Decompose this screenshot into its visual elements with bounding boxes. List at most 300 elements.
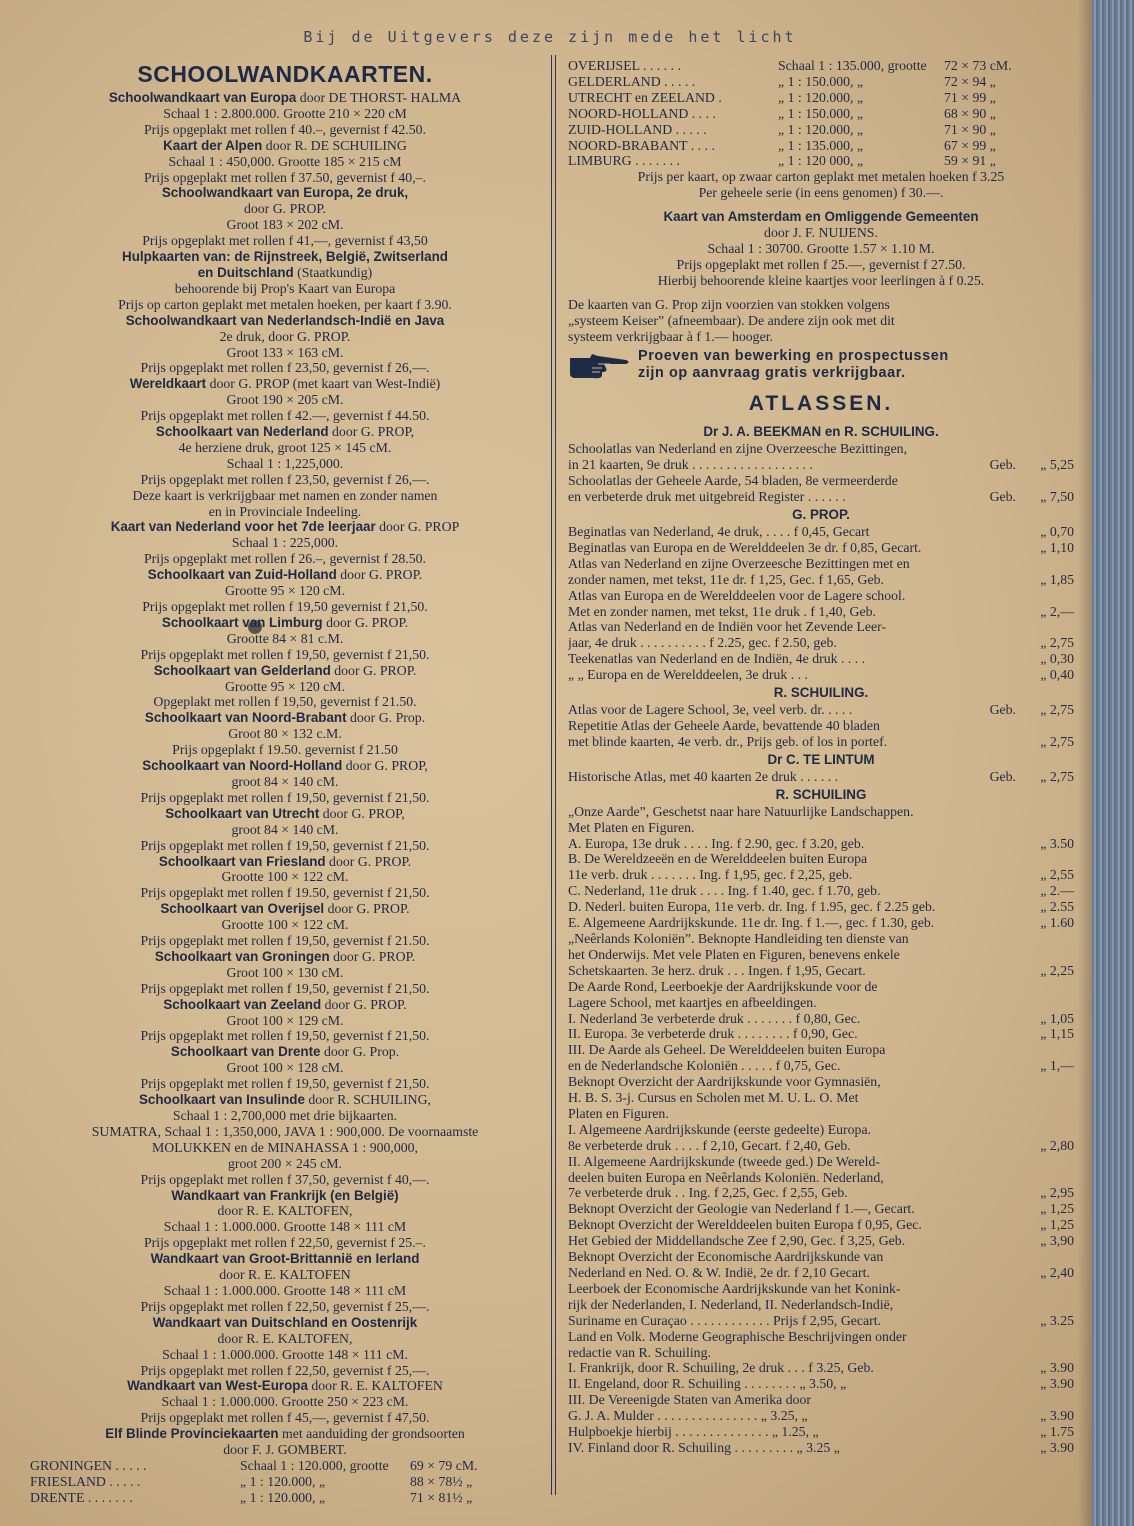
catalogue-line [30, 981, 540, 997]
catalogue-line [30, 1331, 540, 1347]
province-row [568, 106, 1074, 122]
catalogue-line [30, 1283, 540, 1299]
catalogue-line-detail: (Staatkundig) [293, 264, 373, 280]
catalogue-line [30, 1092, 540, 1108]
catalogue-line-title: Schoolkaart van Zeeland [163, 996, 322, 1012]
catalogue-line [30, 376, 540, 392]
catalogue-line-detail: door G. PROP. [336, 567, 423, 583]
atlas-row-binding: Geb. [989, 457, 1016, 473]
atlas-row [568, 947, 1074, 963]
atlas-row-text: deelen buiten Europa en Neêrlands Koloniën. Nederland, [568, 1169, 884, 1185]
catalogue-line [30, 519, 540, 535]
atlas-row-text: IV. Finland door R. Schuiling . . . . . . . . . „ 3.25 „ [568, 1439, 840, 1455]
atlas-row-price: „ 3.50 [1040, 835, 1074, 851]
atlas-row [568, 441, 1074, 457]
atlas-row-text: in 21 kaarten, 9e druk . . . . . . . . . . . . . . . . . . [568, 457, 813, 473]
atlas-row-text: Met en zonder namen, met tekst, 11e druk . f 1,40, Geb. [568, 603, 876, 619]
catalogue-line [30, 281, 540, 297]
catalogue-line-title: Schoolkaart van Drente [170, 1044, 321, 1060]
province-size: 88 × 78½ „ [410, 1473, 473, 1489]
catalogue-line-title: Wandkaart van Frankrijk (en België) [171, 1187, 399, 1203]
catalogue-line [30, 122, 540, 138]
catalogue-line [30, 631, 540, 647]
catalogue-line [30, 106, 540, 122]
catalogue-line [30, 1172, 540, 1188]
catalogue-line [30, 504, 540, 520]
catalogue-line [30, 1188, 540, 1204]
atlas-row-text: H. B. S. 3-j. Cursus en Scholen met M. U. L. O. Met [568, 1090, 859, 1106]
atlas-row-text: I. Algemeene Aardrijkskunde (eerste gedeelte) Europa. [568, 1121, 872, 1137]
atlas-row [568, 851, 1074, 867]
catalogue-line-detail: door G. Prop. [320, 1044, 400, 1060]
atlas-section-beekman [568, 422, 1074, 505]
catalogue-line-detail: door G. PROP, [328, 424, 415, 440]
catalogue-line-title: Schoolkaart van Zuid-Holland [147, 567, 337, 583]
catalogue-line [30, 758, 540, 774]
atlas-row [568, 1074, 1074, 1090]
catalogue-line [30, 1394, 540, 1410]
catalogue-line [30, 1299, 540, 1315]
pointing-hand-icon [568, 350, 632, 380]
catalogue-line-title: en Duitschland [197, 264, 294, 280]
atlas-row-text: D. Nederl. buiten Europa, 11e verb. dr. Ing. f 1.95, gec. f 2.25 geb. [568, 899, 936, 915]
stokken-line: systeem verkrijgbaar à f 1.— hooger. [568, 328, 773, 344]
catalogue-line-text: 2e druk, door G. PROP. [219, 328, 351, 344]
amsterdam-line [568, 225, 1074, 241]
catalogue-line [30, 806, 540, 822]
amsterdam-title: Kaart van Amsterdam en Omliggende Gemeenten [663, 209, 979, 225]
catalogue-line [30, 599, 540, 615]
catalogue-line-text: Prijs opgeplakt met rollen f 23,50, gevernist f 26,—. [140, 360, 430, 376]
atlas-row-price: „ 2,75 [1040, 768, 1074, 784]
catalogue-line-title: Schoolkaart van Utrecht [165, 805, 320, 821]
catalogue-line-title: Schoolkaart van Groningen [154, 948, 330, 964]
catalogue-line-text: Schaal 1 : 225,000. [231, 535, 339, 551]
province-name: FRIESLAND . . . . . [30, 1473, 141, 1489]
province-row [568, 58, 1074, 74]
catalogue-line [30, 854, 540, 870]
catalogue-line-text: Opgeplakt met rollen f 19,50, gevernist f 21.50. [153, 694, 417, 710]
atlas-row-price: „ 2,75 [1040, 635, 1074, 651]
catalogue-line [30, 1442, 540, 1458]
atlas-row-binding: Geb. [989, 702, 1016, 718]
catalogue-line [30, 138, 540, 154]
atlas-row [568, 540, 1074, 556]
catalogue-line [30, 790, 540, 806]
catalogue-line [30, 1076, 540, 1092]
catalogue-line [30, 1044, 540, 1060]
page-header: Bij de Uitgevers deze zijn mede het licht [303, 28, 797, 46]
catalogue-line-detail: door G. PROP. [325, 853, 412, 869]
province-row [568, 138, 1074, 154]
catalogue-line-text: Deze kaart is verkrijgbaar met namen en zonder namen [132, 487, 438, 503]
catalogue-line-text: Grootte 95 × 120 cM. [224, 678, 346, 694]
catalogue-line-text: door R. E. KALTOFEN, [217, 1330, 353, 1346]
catalogue-line [30, 265, 540, 281]
atlas-row-text: Hulpboekje hierbij . . . . . . . . . . . . . . „ 1.25, „ [568, 1424, 819, 1440]
catalogue-line-text: Groot 80 × 132 c.M. [228, 726, 342, 742]
atlas-row [568, 915, 1074, 931]
atlas-row [568, 1440, 1074, 1456]
atlas-row [568, 804, 1074, 820]
atlas-row-price: „ 0,30 [1040, 651, 1074, 667]
province-row [568, 153, 1074, 169]
catalogue-line-text: Prijs opgeplakt met rollen f 19,50, gevernist f 21,50. [140, 1076, 430, 1092]
atlas-row-text: Beginatlas van Nederland, 4e druk, . . . . f 0,45, Gecart [568, 524, 870, 540]
catalogue-line [30, 345, 540, 361]
atlas-row-text: III. De Aarde als Geheel. De Werelddeelen buiten Europa [568, 1042, 886, 1058]
atlas-row [568, 1058, 1074, 1074]
catalogue-line [30, 726, 540, 742]
atlas-row [568, 1297, 1074, 1313]
catalogue-line-title: Schoolwandkaart van Europa [108, 90, 297, 105]
atlas-row-text: II. Engeland, door R. Schuiling . . . . . . . . „ 3.50, „ [568, 1376, 847, 1392]
catalogue-line-text: Groot 133 × 163 cM. [226, 344, 344, 360]
atlas-row-text: en de Nederlandsche Koloniën . . . . . f 0,75, Gec. [568, 1058, 841, 1074]
amsterdam-text: Hierbij behoorende kleine kaartjes voor leerlingen à f 0.25. [657, 272, 985, 288]
catalogue-line [30, 1219, 540, 1235]
catalogue-line [30, 710, 540, 726]
atlas-row-price: „ 3.90 [1040, 1376, 1074, 1392]
atlas-row-text: Beknopt Overzicht der Economische Aardrijkskunde van [568, 1249, 884, 1265]
catalogue-line-title: Wereldkaart [129, 376, 207, 392]
catalogue-line-text: Prijs opgeplakt met rollen f 19,50, gevernist f 21,50. [140, 1028, 430, 1044]
catalogue-line [30, 869, 540, 885]
catalogue-line-title: Kaart der Alpen [163, 137, 263, 153]
atlas-row [568, 1265, 1074, 1281]
stokken-note [568, 297, 1074, 345]
catalogue-line [30, 1156, 540, 1172]
atlas-row-text: I. Frankrijk, door R. Schuiling, 2e druk . . . f 3.25, Geb. [568, 1360, 874, 1376]
catalogue-line-text: Grootte 95 × 120 cM. [224, 583, 346, 599]
atlas-row [568, 1376, 1074, 1392]
atlas-row-price: „ 1.75 [1040, 1424, 1074, 1440]
catalogue-line-title: Schoolkaart van Nederland [155, 424, 329, 440]
catalogue-line-title: Kaart van Nederland voor het 7de leerjaar [110, 519, 376, 535]
catalogue-line-text: en in Provinciale Indeeling. [208, 503, 362, 519]
atlas-row [568, 457, 1074, 473]
catalogue-line-detail: door G. PROP. [329, 948, 416, 964]
catalogue-line-text: Groot 190 × 205 cM. [226, 392, 344, 408]
catalogue-line [30, 679, 540, 695]
atlas-row-text: zonder namen, met tekst, 11e dr. f 1,25, Gec. f 1,65, Geb. [568, 571, 884, 587]
atlas-row-price: „ 1,05 [1040, 1010, 1074, 1026]
atlas-row [568, 979, 1074, 995]
atlas-row [568, 820, 1074, 836]
catalogue-line [30, 424, 540, 440]
province-size: 71 × 90 „ [944, 121, 996, 137]
atlas-row [568, 1233, 1074, 1249]
catalogue-line [30, 997, 540, 1013]
atlas-row-price: „ 1,— [1040, 1058, 1074, 1074]
catalogue-line-text: door R. E. KALTOFEN, [217, 1203, 353, 1219]
catalogue-line-text: SUMATRA, Schaal 1 : 1,350,000, JAVA 1 : 900,000. De voornaamste [91, 1123, 479, 1139]
province-row [568, 122, 1074, 138]
catalogue-line-title: Schoolkaart van Overijsel [160, 901, 325, 917]
notice-line-1: Proeven van bewerking en prospectussen [638, 348, 949, 365]
atlas-row [568, 1090, 1074, 1106]
catalogue-line [30, 90, 540, 106]
atlas-row-text: Beknopt Overzicht der Werelddeelen buiten Europa f 0,95, Gec. [568, 1217, 922, 1233]
catalogue-line [30, 551, 540, 567]
catalogue-line [30, 217, 540, 233]
catalogue-line [30, 329, 540, 345]
catalogue-line [30, 185, 540, 201]
catalogue-line [30, 822, 540, 838]
atlas-row-text: Atlas van Nederland en zijne Overzeesche Bezittingen met en [568, 555, 910, 571]
atlas-row [568, 604, 1074, 620]
atlas-row [568, 635, 1074, 651]
atlas-row-price: „ 0,70 [1040, 524, 1074, 540]
catalogue-line-text: Prijs opgeplakt met rollen f 26.–, gevernist f 28.50. [143, 551, 427, 567]
province-size: 68 × 90 „ [944, 105, 996, 121]
atlas-row [568, 1138, 1074, 1154]
province-size: 59 × 91 „ [944, 153, 996, 169]
atlas-row-price: „ 2,80 [1040, 1137, 1074, 1153]
atlas-row-price: „ 2,75 [1040, 733, 1074, 749]
catalogue-line-text: Schaal 1 : 450,000. Grootte 185 × 215 cM [168, 153, 402, 169]
atlas-row [568, 667, 1074, 683]
catalogue-line [30, 901, 540, 917]
atlas-row-text: Leerboek der Economische Aardrijkskunde van het Konink- [568, 1280, 901, 1296]
atlas-row-price: „ 3,90 [1040, 1233, 1074, 1249]
province-name: NOORD-BRABANT . . . . [568, 137, 715, 153]
atlas-row-text: Lagere School, met kaartjes en afbeeldingen. [568, 994, 817, 1010]
atlas-row-price: „ 3.25 [1040, 1312, 1074, 1328]
catalogue-line-text: Grootte 84 × 81 c.M. [226, 630, 344, 646]
catalogue-line [30, 1410, 540, 1426]
catalogue-line-title: Hulpkaarten van: de Rijnstreek, België, Zwitserland [122, 249, 448, 265]
catalogue-line-text: Groot 183 × 202 cM. [226, 217, 344, 233]
atlas-row [568, 556, 1074, 572]
catalogue-line-text: Schaal 1 : 1,225,000. [226, 455, 344, 471]
atlas-row-text: Atlas van Nederland en de Indiën voor het Zevende Leer- [568, 619, 887, 635]
atlas-section-te-lintum [568, 750, 1074, 785]
atlas-row-price: „ 3.90 [1040, 1439, 1074, 1455]
atlas-row [568, 899, 1074, 915]
province-size: 71 × 81½ „ [410, 1489, 473, 1505]
atlas-row [568, 1026, 1074, 1042]
atlas-row-text: Beknopt Overzicht der Geologie van Nederland f 1.—, Gecart. [568, 1201, 915, 1217]
atlas-row [568, 524, 1074, 540]
atlas-row [568, 1408, 1074, 1424]
province-scale: „ 1 : 120 000, „ [778, 153, 864, 169]
province-row [30, 1474, 540, 1490]
catalogue-line-text: groot 84 × 140 cM. [231, 773, 339, 789]
catalogue-line [30, 949, 540, 965]
atlas-row-text: 11e verb. druk . . . . . . . Ing. f 1,95, gec. f 2,25, geb. [568, 867, 853, 883]
province-size: 69 × 79 cM. [410, 1457, 478, 1473]
left-column [30, 58, 540, 1506]
province-size: 72 × 94 „ [944, 73, 996, 89]
catalogue-line-detail: door G. PROP. [322, 614, 409, 630]
province-price-line: Prijs per kaart, op zwaar carton geplakt met metalen hoeken f 3.25 [637, 169, 1005, 185]
catalogue-line [30, 1140, 540, 1156]
atlas-row [568, 963, 1074, 979]
province-scale: Schaal 1 : 120.000, grootte [240, 1457, 389, 1473]
atlas-row [568, 1249, 1074, 1265]
catalogue-line [30, 1378, 540, 1394]
atlas-row-price: „ 3.90 [1040, 1360, 1074, 1376]
atlas-row-price: „ 1,25 [1040, 1201, 1074, 1217]
catalogue-line-text: Groot 100 × 130 cM. [226, 964, 344, 980]
atlas-row-price: „ 3.90 [1040, 1408, 1074, 1424]
catalogue-line [30, 917, 540, 933]
catalogue-line [30, 1028, 540, 1044]
amsterdam-text: Prijs opgeplakt met rollen f 25.—, gevernist f 27.50. [676, 256, 966, 272]
catalogue-line-title: Schoolwandkaart van Europa, 2e druk, [161, 185, 409, 201]
amsterdam-entries [568, 209, 1074, 289]
atlas-row [568, 1201, 1074, 1217]
catalogue-line [30, 392, 540, 408]
catalogue-line-detail: door G. PROP [375, 519, 460, 535]
atlas-row-text: Schetskaarten. 3e herz. druk . . . Ingen. f 1,95, Gecart. [568, 962, 866, 978]
column-divider [551, 55, 556, 1495]
catalogue-line [30, 201, 540, 217]
catalogue-line [30, 1347, 540, 1363]
catalogue-line [30, 838, 540, 854]
catalogue-line-text: door R. E. KALTOFEN [219, 1267, 351, 1283]
catalogue-line-text: MOLUKKEN en de MINAHASSA 1 : 900,000, [152, 1139, 418, 1155]
amsterdam-text: door J. F. NUIJENS. [764, 225, 878, 241]
catalogue-line-text: Grootte 100 × 122 cM. [221, 869, 349, 885]
catalogue-line-title: Schoolkaart van Friesland [158, 853, 326, 869]
catalogue-line-text: Prijs opgeplakt met rollen f 22,50, gevernist f 25,—. [140, 1362, 430, 1378]
catalogue-line [30, 1426, 540, 1442]
atlas-row [568, 702, 1074, 718]
catalogue-line-title: Schoolwandkaart van Nederlandsch-Indië en Java [125, 312, 445, 328]
atlas-row-text: Atlas van Europa en de Werelddeelen voor de Lagere school. [568, 587, 906, 603]
atlas-row-text: III. De Vereenigde Staten van Amerika door [568, 1392, 812, 1408]
catalogue-line-title: Elf Blinde Provinciekaarten [105, 1426, 279, 1442]
atlas-row-text: Suriname en Curaçao . . . . . . . . . . . . Prijs f 2,95, Gecart. [568, 1312, 882, 1328]
amsterdam-line [568, 241, 1074, 257]
catalogue-line-text: Grootte 100 × 122 cM. [221, 917, 349, 933]
catalogue-line-text: Schaal 1 : 1.000.000. Grootte 148 × 111 cM [163, 1219, 407, 1235]
atlas-row [568, 867, 1074, 883]
catalogue-line-text: groot 84 × 140 cM. [231, 821, 339, 837]
catalogue-line [30, 440, 540, 456]
catalogue-line [30, 456, 540, 472]
notice-line-2: zijn op aanvraag gratis verkrijgbaar. [638, 365, 906, 382]
province-scale: Schaal 1 : 135.000, grootte [778, 58, 927, 73]
atlas-row-text: met blinde kaarten, 4e verb. dr., Prijs geb. of los in portef. [568, 733, 888, 749]
atlas-row [568, 836, 1074, 852]
catalogue-line [30, 583, 540, 599]
province-name: UTRECHT en ZEELAND . [568, 89, 722, 105]
atlas-row-price: „ 5,25 [1040, 457, 1074, 473]
catalogue-line [30, 233, 540, 249]
atlas-section-title: R. SCHUILING [775, 786, 867, 802]
atlas-row-price: „ 7,50 [1040, 489, 1074, 505]
catalogue-line-detail: door R. DE SCHUILING [262, 137, 407, 153]
atlas-section-title: G. PROP. [792, 507, 850, 523]
atlas-row-text: C. Nederland, 11e druk . . . . Ing. f 1.40, gec. f 1.70, geb. [568, 883, 881, 899]
amsterdam-line [568, 257, 1074, 273]
atlas-row-price: „ 1,10 [1040, 539, 1074, 555]
catalogue-line-detail: door DE THORST- HALMA [296, 90, 462, 105]
atlas-row [568, 995, 1074, 1011]
catalogue-line [30, 774, 540, 790]
province-row [568, 74, 1074, 90]
catalogue-line [30, 408, 540, 424]
section-title-atlassen: ATLASSEN. [748, 392, 894, 416]
atlas-row [568, 1329, 1074, 1345]
atlas-row [568, 1345, 1074, 1361]
catalogue-line-detail: door G. PROP (met kaart van West-Indië) [206, 376, 441, 392]
atlas-row-text: en verbeterde druk met uitgebreid Register . . . . . . [568, 489, 846, 505]
province-name: NOORD-HOLLAND . . . . [568, 105, 716, 121]
atlas-row [568, 1154, 1074, 1170]
catalogue-line-text: Prijs opgeplakt met rollen f 19,50, gevernist f 21.50. [140, 933, 430, 949]
catalogue-line-title: Schoolkaart van Noord-Brabant [144, 710, 347, 726]
catalogue-line [30, 933, 540, 949]
catalogue-line-text: Prijs opgeplakt met rollen f 40.–, gevernist f 42.50. [143, 121, 427, 137]
catalogue-line-text: Prijs opgeplakt met rollen f 22,50, gevernist f 25,—. [140, 1298, 430, 1314]
catalogue-line-text: Prijs opgeplakt met rollen f 19,50, gevernist f 21,50. [140, 837, 430, 853]
catalogue-line [30, 1108, 540, 1124]
atlas-section-schuiling [568, 683, 1074, 750]
catalogue-line [30, 488, 540, 504]
catalogue-line-detail: door G. PROP. [330, 662, 417, 678]
atlas-row-text: Repetitie Atlas der Geheele Aarde, bevattende 40 bladen [568, 718, 880, 733]
catalogue-line-text: Prijs opgeplakt met rollen f 22,50, gevernist f 25.–. [143, 1235, 427, 1251]
atlas-row-text: Beginatlas van Europa en de Werelddeelen 3e dr. f 0,85, Gecart. [568, 539, 922, 555]
atlas-section-title: Dr C. TE LINTUM [767, 751, 875, 767]
province-series-price-line: Per geheele serie (in eens genomen) f 30.—. [698, 185, 944, 201]
catalogue-line-text: groot 200 × 245 cM. [228, 1155, 342, 1171]
notice-block [568, 348, 1074, 382]
atlas-row [568, 1217, 1074, 1233]
catalogue-line-title: Schoolkaart van Noord-Holland [142, 758, 343, 774]
atlas-row [568, 1106, 1074, 1122]
atlas-row-text: Schoolatlas van Nederland en zijne Overzeesche Bezittingen, [568, 441, 908, 457]
catalogue-line-text: Schaal 1 : 1.000.000. Grootte 148 × 111 cM. [162, 1346, 408, 1362]
catalogue-line [30, 313, 540, 329]
province-size: 72 × 73 cM. [944, 58, 1012, 73]
province-name: GELDERLAND . . . . . [568, 73, 696, 89]
atlas-row-text: het Onderwijs. Met vele Platen en Figuren, benevens enkele [568, 946, 900, 962]
atlas-row-price: „ 2,75 [1040, 702, 1074, 718]
atlas-row [568, 1392, 1074, 1408]
catalogue-line-text: Groot 100 × 128 cM. [226, 1060, 344, 1076]
atlas-row [568, 1042, 1074, 1058]
province-scale: „ 1 : 120.000, „ [778, 121, 864, 137]
catalogue-line [30, 1060, 540, 1076]
catalogue-line [30, 567, 540, 583]
atlas-row-text: Met Platen en Figuren. [568, 819, 695, 835]
atlas-row-text: G. J. A. Mulder . . . . . . . . . . . . . . . „ 3.25, „ [568, 1408, 808, 1424]
atlas-row-text: Nederland en Ned. O. & W. Indië, 2e dr. f 2,10 Gecart. [568, 1265, 870, 1280]
province-row [30, 1490, 540, 1506]
atlas-row-text: redactie van R. Schuiling. [568, 1344, 711, 1360]
atlas-row [568, 734, 1074, 750]
catalogue-line-detail: met aanduiding der grondsoorten [278, 1426, 465, 1442]
province-row [30, 1458, 540, 1474]
atlas-row-text: II. Algemeene Aardrijkskunde (tweede ged.) De Wereld- [568, 1153, 881, 1169]
catalogue-line-text: Prijs opgeplakt met rollen f 23,50, gevernist f 26,—. [140, 471, 430, 487]
catalogue-line-text: Prijs opgeplakt met rollen f 41,—, gevernist f 43,50 [142, 233, 428, 249]
atlas-row-text: Historische Atlas, met 40 kaarten 2e druk . . . . . . [568, 768, 839, 784]
atlas-section-title: Dr J. A. BEEKMAN en R. SCHUILING. [703, 424, 939, 440]
catalogue-line-text: Prijs opgeplakt met rollen f 37.50, gevernist f 40,–. [143, 169, 427, 185]
atlas-row-text: A. Europa, 13e druk . . . . Ing. f 2.90, gec. f 3.20, geb. [568, 835, 865, 851]
section-title-schoolwandkaarten: SCHOOLWANDKAARTEN. [137, 61, 433, 87]
province-name: DRENTE . . . . . . . [30, 1489, 133, 1505]
catalogue-line-text: Prijs opgeplakt met rollen f 37,50, gevernist f 40,—. [140, 1171, 430, 1187]
left-entries [30, 90, 540, 1458]
province-name: LIMBURG . . . . . . . [568, 153, 680, 169]
